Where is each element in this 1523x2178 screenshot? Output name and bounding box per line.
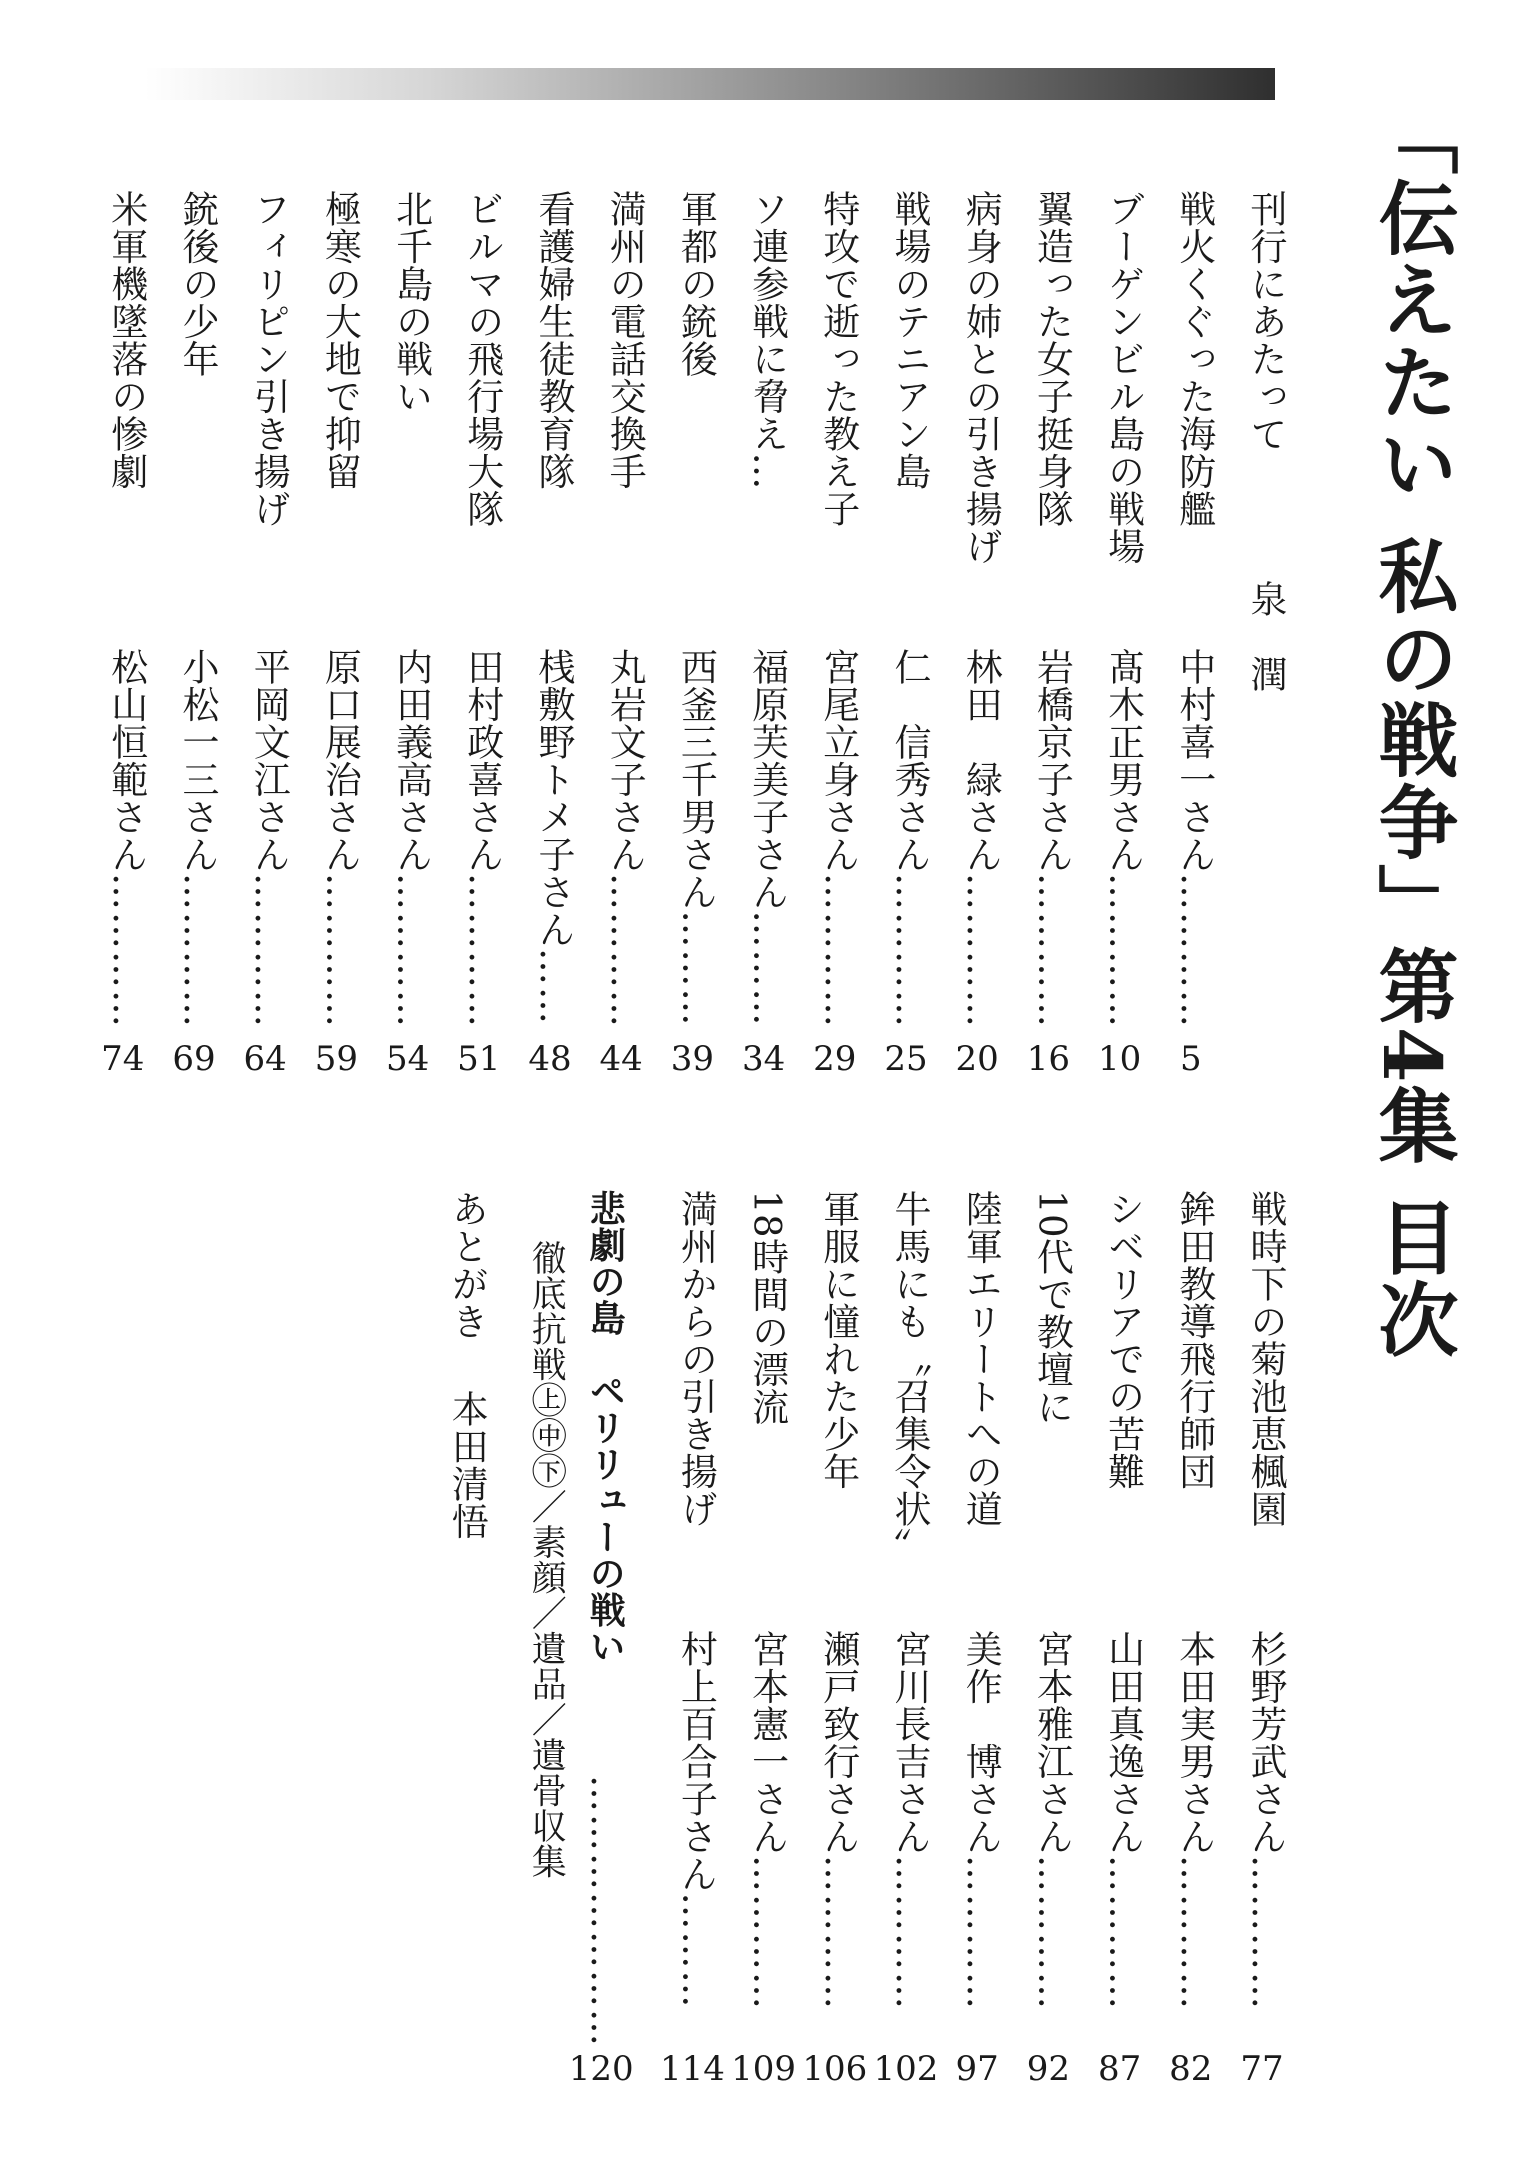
toc-entry-title: 戦場のテニアン島 [888,190,931,490]
toc-entry [955,1190,1003,2090]
toc-entry-author: 桟敷野トメ子さん…… [532,648,575,1026]
toc-entry-author: 仁 信秀さん………… [888,648,931,1029]
toc-entry-title: 牛馬にも〝召集令状〟 [888,1190,931,1565]
leader-dots: ………………… [583,1775,627,2048]
leader-dots: ………… [176,873,219,1029]
toc-entry-page: 106 [802,2049,868,2089]
toc-entry-title: 米軍機墜落の惨劇 [104,190,148,490]
toc-entry-title: 満州からの引き揚げ [674,1190,718,1528]
toc-entry [873,1190,939,2090]
toc-entry-author: 原口展治さん………… [318,648,362,1029]
toc-entry-author: 内田義高さん………… [389,648,433,1029]
toc-entry-page: 29 [813,1039,857,1079]
leader-dots: ………… [389,873,433,1029]
leader-dots: ………… [1244,1855,1287,2011]
toc-entry [659,1190,725,2090]
leader-dots: ………… [959,1855,1003,2011]
leader-dots: ………… [603,873,647,1029]
toc-entry [599,190,647,1080]
toc-entry-page: 51 [457,1039,501,1079]
toc-entry-author: 西釜三千男さん……… [674,648,718,1028]
toc-entry [1097,190,1145,1080]
toc-afterword [441,1190,489,1610]
leader-dots: …… [532,948,575,1026]
toc-entry-author: 宮本雅江さん………… [1030,1630,1074,2011]
afterword-author: 本田清悟 [445,1390,489,1540]
toc-entry [731,1190,797,2090]
leader-dots: ………… [816,873,860,1029]
toc-entry-title: 鉾田教導飛行師団 [1172,1190,1216,1490]
leader-dots: ………… [1030,1855,1074,2011]
toc-entry-page: 92 [1026,2049,1071,2089]
toc-entry-author: 村上百合子さん……… [674,1630,718,2010]
leader-dots: ………… [1101,873,1145,1029]
leader-dots: ……… [745,910,789,1028]
toc-entry-title: ビルマの飛行場大隊 [460,190,504,528]
toc-entry [884,190,931,1080]
toc-entry-author: 丸岩文子さん………… [603,648,647,1029]
leader-dots: ……… [674,1892,718,2010]
leader-dots: ………… [745,1855,789,2011]
toc-entry-title: 北千島の戦い [389,190,433,415]
toc-entry-title: 満州の電話交換手 [603,190,647,490]
toc-entry-title: 軍服に憧れた少年 [816,1190,860,1490]
toc-entry-page: 109 [731,2049,797,2089]
toc-entry-author: 美作 博さん………… [959,1630,1003,2011]
toc-entry [172,190,219,1080]
toc-entry-page: 34 [741,1039,786,1079]
toc-entry-title: 看護婦生徒教育隊 [532,190,575,490]
toc-entry-author: 瀬戸致行さん………… [816,1630,860,2011]
toc-entry-page: 64 [243,1039,287,1079]
toc-entry-page: 102 [873,2049,939,2089]
toc-entry [741,190,789,1080]
toc-entry-author: 山田真逸さん………… [1101,1630,1145,2011]
toc-entry-page: 120 [568,2049,634,2089]
toc-entry-page: 16 [1026,1039,1071,1079]
toc-entry-title: 翼造った女子挺身隊 [1030,190,1074,528]
toc-entry-title: 銃後の少年 [176,190,219,378]
leader-dots: ………… [1101,1855,1145,2011]
toc-entry [1097,1190,1145,2090]
toc-entry [101,190,148,1080]
toc-entry [457,190,504,1080]
page-title: 「伝えたい 私の戦争」第4集 目次 [1365,95,1459,1361]
toc-entry [670,190,718,1080]
toc-entry-title: 18時間の漂流 [745,1190,789,1426]
toc-entry-title: 軍都の銃後 [674,190,718,378]
toc-entry-title: 極寒の大地で抑留 [318,190,362,490]
toc-entry-author: 福原芙美子さん……… [745,648,789,1028]
leader-dots: ………… [318,873,362,1029]
toc-entry-author: 杉野芳武さん………… [1244,1630,1287,2011]
toc-entry-title: フィリピン引き揚げ [247,190,291,528]
toc-entry-page: 44 [599,1039,643,1079]
leader-dots: ………… [888,873,931,1029]
toc-entry [955,190,1003,1080]
toc-entry [813,190,860,1080]
toc-entry-page: 39 [670,1039,715,1079]
toc-entry [1240,190,1287,693]
toc-entry-author: 中村喜一さん………… [1172,648,1216,1029]
special-heading-text: 悲劇の島 ペリリューの戦い [584,1190,626,1665]
toc-entry-page: 54 [385,1039,430,1079]
leader-dots: ………… [1172,873,1216,1029]
special-subline: 徹底抗戦㊤㊥㊦／素顔／遺品／遺骨収集 [526,1240,567,1879]
leader-dots: ………… [247,873,291,1029]
toc-entry-page: 5 [1179,1039,1202,1079]
leader-dots: ………… [959,873,1003,1029]
toc-entry-title: 刊行にあたって [1244,190,1287,453]
leader-dots: ………… [1172,1855,1216,2011]
toc-entry-author: 本田実男さん………… [1172,1630,1216,2011]
toc-entry-author: 髙木正男さん………… [1101,648,1145,1029]
toc-entry-title: ソ連参戦に脅え… [745,190,789,490]
toc-entry-page: 74 [101,1039,145,1079]
toc-entry-author: 宮川長吉さん………… [888,1630,931,2011]
toc-entry-author: 宮尾立身さん………… [816,648,860,1029]
leader-dots: ………… [888,1855,931,2011]
toc-entry [1169,1190,1216,2090]
toc-entry [243,190,291,1080]
toc-entry-page: 10 [1097,1039,1142,1079]
leader-dots: ……… [674,910,718,1028]
toc-entry [314,190,362,1080]
toc-entry-author: 小松一三さん………… [176,648,219,1029]
leader-dots: ………… [104,873,148,1029]
toc-entry-page: 48 [528,1039,572,1079]
leader-dots: ………… [1030,873,1074,1029]
toc-entry [1026,1190,1074,2090]
toc-entry-author: 松山恒範さん………… [104,648,148,1029]
toc-entry-author: 宮本憲一さん………… [745,1630,789,2011]
toc-entry-title: 10代で教壇に [1030,1190,1074,1426]
toc-entry [385,190,433,1080]
leader-dots: ………… [816,1855,860,2011]
toc-entry [528,190,575,1080]
toc-entry-title: シベリアでの苦難 [1101,1190,1145,1490]
toc-entry-author: 泉 潤 [1244,580,1287,693]
toc-special-heading [568,1190,634,2090]
toc-entry-author: 平岡文江さん………… [247,648,291,1029]
toc-entry-page: 20 [955,1039,999,1079]
toc-entry-page: 97 [955,2049,999,2089]
leader-dots: ………… [460,873,504,1029]
toc-entry-author: 岩橋京子さん………… [1030,648,1074,1029]
toc-entry-page: 25 [884,1039,928,1079]
afterword-title: あとがき [445,1190,489,1340]
toc-entry [1240,1190,1287,2090]
toc-entry-title: 戦火くぐった海防艦 [1172,190,1216,528]
toc-entry-page: 77 [1240,2049,1284,2089]
toc-entry [1026,190,1074,1080]
toc-entry-page: 59 [314,1039,359,1079]
toc-entry-title: 陸軍エリートへの道 [959,1190,1003,1528]
toc-entry-title: ブーゲンビル島の戦場 [1101,190,1145,565]
toc-entry-page: 82 [1169,2049,1213,2089]
toc-entry-page: 114 [659,2049,725,2089]
toc-entry-author: 田村政喜さん………… [460,648,504,1029]
toc-entry-title: 病身の姉との引き揚げ [959,190,1003,565]
header-gradient-bar [145,68,1275,100]
toc-entry-author: 林田 緑さん………… [959,648,1003,1029]
toc-entry-page: 69 [172,1039,216,1079]
toc-entry [802,1190,868,2090]
toc-entry-title: 戦時下の菊池恵楓園 [1244,1190,1287,1528]
toc-entry-title: 特攻で逝った教え子 [816,190,860,528]
toc-entry-page: 87 [1097,2049,1142,2089]
toc-entry [1169,190,1216,1080]
